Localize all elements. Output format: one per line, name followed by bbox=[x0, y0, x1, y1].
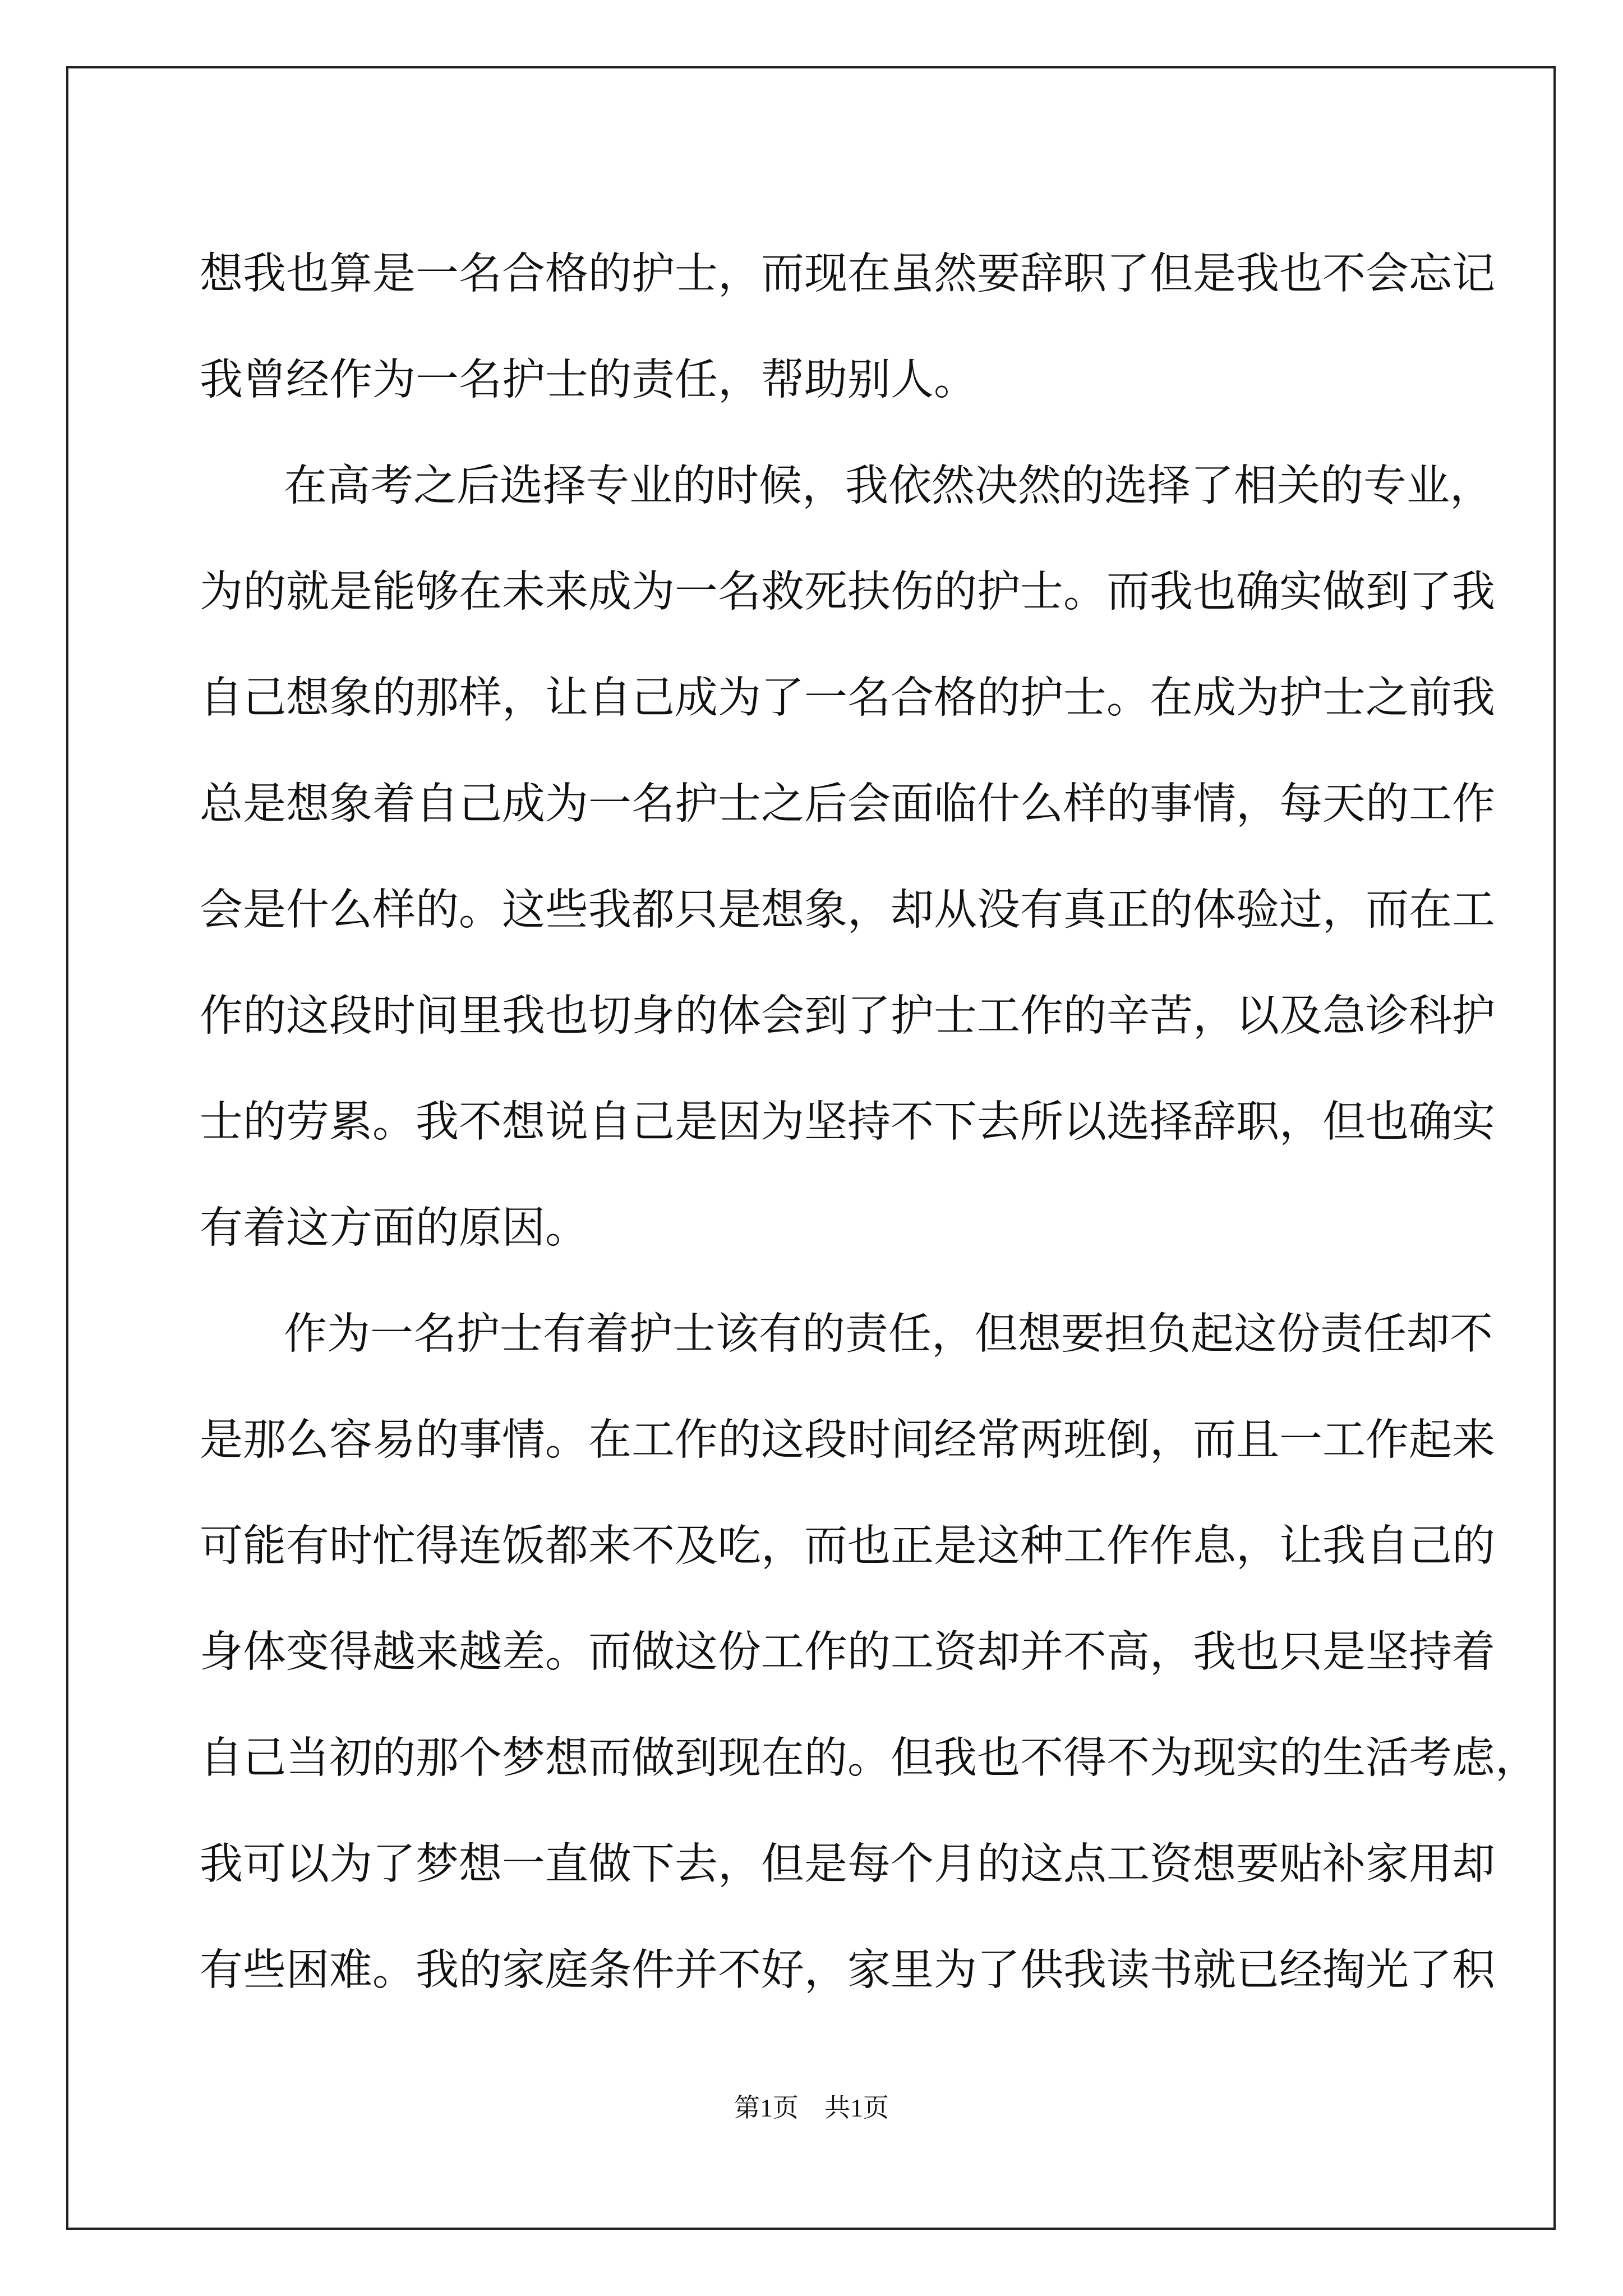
text-line: 身体变得越来越差。而做这份工作的工资却并不高，我也只是坚持着 bbox=[200, 1627, 1495, 1677]
page-number: 第1页 bbox=[734, 2093, 799, 2122]
text-line: 我可以为了梦想一直做下去，但是每个月的这点工资想要贴补家用却 bbox=[200, 1839, 1495, 1889]
total-pages: 共1页 bbox=[824, 2093, 889, 2122]
text-line: 士的劳累。我不想说自己是因为坚持不下去所以选择辞职，但也确实 bbox=[200, 1097, 1495, 1147]
text-line: 是那么容易的事情。在工作的这段时间经常两班倒，而且一工作起来 bbox=[200, 1415, 1495, 1465]
text-line: 有些困难。我的家庭条件并不好，家里为了供我读书就已经掏光了积 bbox=[200, 1945, 1495, 1995]
text-line: 为的就是能够在未来成为一名救死扶伤的护士。而我也确实做到了我 bbox=[200, 567, 1495, 617]
text-line: 可能有时忙得连饭都来不及吃，而也正是这种工作作息，让我自己的 bbox=[200, 1521, 1495, 1571]
text-line: 会是什么样的。这些我都只是想象，却从没有真正的体验过，而在工 bbox=[200, 885, 1495, 935]
text-line: 在高考之后选择专业的时候，我依然决然的选择了相关的专业， bbox=[284, 461, 1493, 511]
text-line: 自己想象的那样，让自己成为了一名合格的护士。在成为护士之前我 bbox=[200, 673, 1495, 723]
text-line: 我曾经作为一名护士的责任，帮助别人。 bbox=[200, 355, 977, 405]
document-body bbox=[200, 221, 1538, 2023]
page-footer bbox=[0, 2091, 1623, 2125]
text-line: 作的这段时间里我也切身的体会到了护士工作的辛苦，以及急诊科护 bbox=[200, 991, 1495, 1041]
text-line: 作为一名护士有着护士该有的责任，但想要担负起这份责任却不 bbox=[284, 1309, 1493, 1359]
text-line: 自己当初的那个梦想而做到现在的。但我也不得不为现实的生活考虑， bbox=[200, 1733, 1538, 1783]
text-line: 总是想象着自己成为一名护士之后会面临什么样的事情，每天的工作 bbox=[200, 779, 1495, 829]
text-line: 有着这方面的原因。 bbox=[200, 1203, 588, 1253]
text-line: 想我也算是一名合格的护士，而现在虽然要辞职了但是我也不会忘记 bbox=[200, 249, 1495, 299]
